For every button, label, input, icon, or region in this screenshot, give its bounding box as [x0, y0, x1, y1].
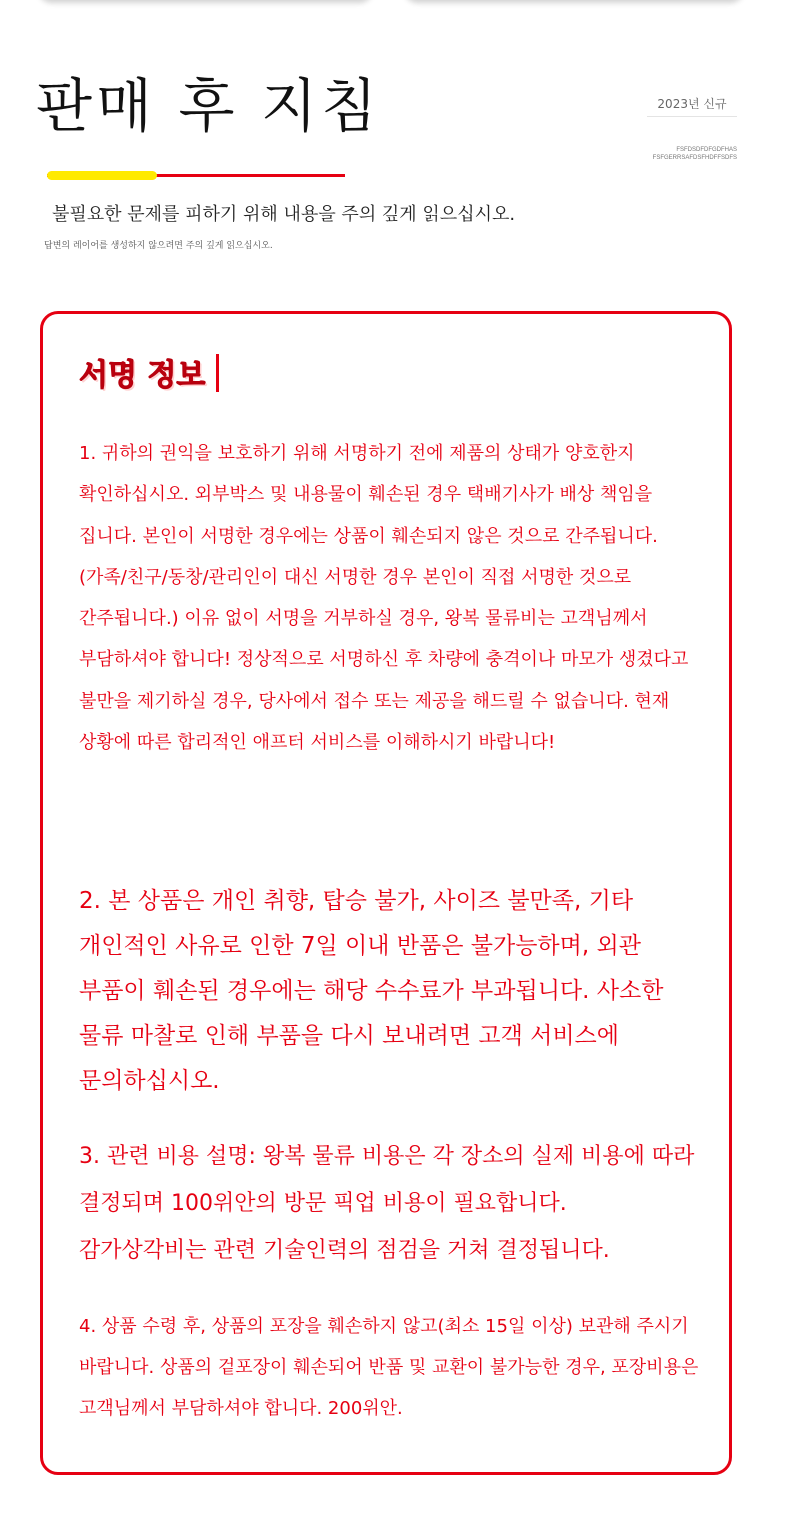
- signature-info-box: [40, 311, 732, 1475]
- page-title: 판매 후 지침: [36, 72, 382, 140]
- policy-paragraph-3: 3. 관련 비용 설명: 왕복 물류 비용은 각 장소의 실제 비용에 따라 결정되며 100위안의 방문 픽업 비용이 필요합니다. 감가상각비는 관련 기술인력의 점검을 거쳐 결정됩니다.: [79, 1144, 695, 1263]
- policy-paragraph-2: 2. 본 상품은 개인 취향, 탑승 불가, 사이즈 불만족, 기타 개인적인 사유로 인한 7일 이내 반품은 불가능하며, 외관 부품이 훼손된 경우에는 해당 수수료가 부과됩니다. 사소한 물류 마찰로 인해 부품을 다시 보내려면 고객 서비스에 문의하십시오.: [79, 888, 664, 1094]
- code-line: FSFGERRSAFDSFHDFFSDFS: [652, 155, 737, 161]
- small-note: 답변의 레이어를 생성하지 않으려면 주의 깊게 읽으십시오.: [44, 241, 273, 251]
- section-heading: 서명 정보: [79, 358, 206, 393]
- policy-paragraph-1: 1. 귀하의 권익을 보호하기 위해 서명하기 전에 제품의 상태가 양호한지 확인하십시오. 외부박스 및 내용물이 훼손된 경우 택배기사가 배상 책임을 집니다. 본인이 서명한 경우에는 상품이 훼손되지 않은 것으로 간주됩니다. (가족/친구/동창/관리인이 대신 서명한 경우 본인이 직접 서명한 것으로 간주됩니다.) 이유 없이 서명을 거부하실 경우, 왕복 물류비는 고객님께서 부담하셔야 합니다! 정상적으로 서명하신 후 차량에 충격이나 마모가 생겼다고 불만을 제기하실 경우, 당사에서 접수 또는 제공을 해드릴 수 없습니다. 현재 상황에 따른 합리적인 애프터 서비스를 이해하시기 바랍니다!: [79, 443, 689, 754]
- year-badge: 2023년 신규: [647, 95, 737, 117]
- decorative-code-text: [600, 146, 737, 162]
- page-subtitle: 불필요한 문제를 피하기 위해 내용을 주의 깊게 읽으십시오.: [52, 204, 516, 225]
- title-underline-highlight: [47, 171, 157, 180]
- code-line: FSFDSDFDFGDFHAS: [676, 147, 737, 153]
- heading-divider: [216, 354, 219, 392]
- title-underline: [47, 174, 345, 177]
- policy-paragraph-4: 4. 상품 수령 후, 상품의 포장을 훼손하지 않고(최소 15일 이상) 보관해 주시기 바랍니다. 상품의 겉포장이 훼손되어 반품 및 교환이 불가능한 경우, 포장비용은 고객님께서 부담하셔야 합니다. 200위안.: [79, 1316, 699, 1419]
